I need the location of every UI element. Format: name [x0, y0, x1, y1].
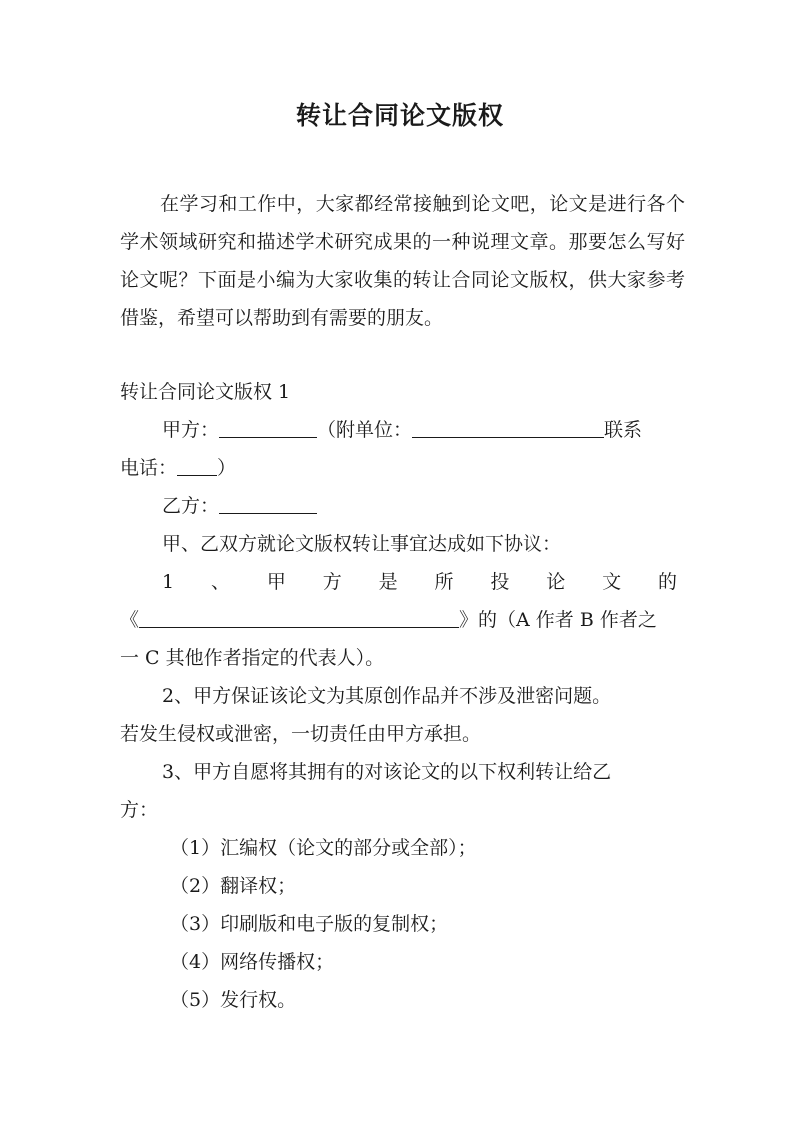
agreement-intro: 甲、乙双方就论文版权转让事宜达成如下协议：: [162, 533, 562, 555]
clause-1-line-1: [120, 563, 685, 601]
clause-1-word: 所: [434, 571, 454, 593]
clause-1-word: 甲: [266, 571, 286, 593]
clause-1-rest: 》的（A 作者 B 作者之: [459, 609, 657, 631]
phone-blank: [177, 455, 217, 476]
clause-1-word: 文: [602, 571, 622, 593]
party-a-line: [120, 411, 685, 449]
clause-1-word: 、: [210, 571, 230, 593]
party-a-label: 甲方：: [162, 419, 220, 441]
attach-unit-blank: [412, 417, 604, 438]
contact-label: 联系: [604, 419, 643, 441]
clause-2-line-1: 2、甲方保证该论文为其原创作品并不涉及泄密问题。: [162, 685, 612, 707]
party-b-blank: [219, 493, 317, 514]
rights-item: （2）翻译权；: [170, 875, 297, 897]
clause-1-line-3: 一 C 其他作者指定的代表人）。: [120, 647, 385, 669]
paper-title-blank: [139, 607, 459, 628]
clause-2-line-2: 若发生侵权或泄密，一切责任由甲方承担。: [120, 723, 482, 745]
phone-label: 电话：: [120, 457, 178, 479]
rights-item: （5）发行权。: [170, 989, 297, 1011]
document-title: 转让合同论文版权: [295, 101, 504, 130]
party-a-blank: [219, 417, 317, 438]
close-paren: ）: [217, 457, 237, 479]
clause-1-word: 是: [378, 571, 398, 593]
clause-1-word: 投: [490, 571, 510, 593]
phone-line: [120, 449, 685, 487]
rights-item: （3）印刷版和电子版的复制权；: [170, 913, 449, 935]
party-b-label: 乙方：: [162, 495, 220, 517]
clause-1-word: 的: [657, 571, 677, 593]
attach-unit-label: （附单位：: [317, 419, 413, 441]
party-b-line: [120, 487, 685, 525]
clause-1-line-2: [120, 601, 685, 639]
clause-1-word: 方: [322, 571, 342, 593]
intro-paragraph: 在学习和工作中，大家都经常接触到论文吧，论文是进行各个学术领域研究和描述学术研究成果的一种说理文章。那要怎么写好论文呢？下面是小编为大家收集的转让合同论文版权，供大家参考借鉴，希望可以帮助到有需要的朋友。: [120, 193, 685, 329]
rights-item: （1）汇编权（论文的部分或全部）；: [170, 837, 477, 859]
clause-1-word: 1: [162, 571, 175, 593]
clause-3-line-2: 方：: [120, 799, 159, 821]
clause-1-word: 论: [546, 571, 566, 593]
rights-item: （4）网络传播权；: [170, 951, 335, 973]
clause-3-line-1: 3、甲方自愿将其拥有的对该论文的以下权利转让给乙: [162, 761, 612, 783]
clause-1-open-bracket: 《: [120, 609, 140, 631]
section-heading: 转让合同论文版权 1: [120, 381, 291, 403]
